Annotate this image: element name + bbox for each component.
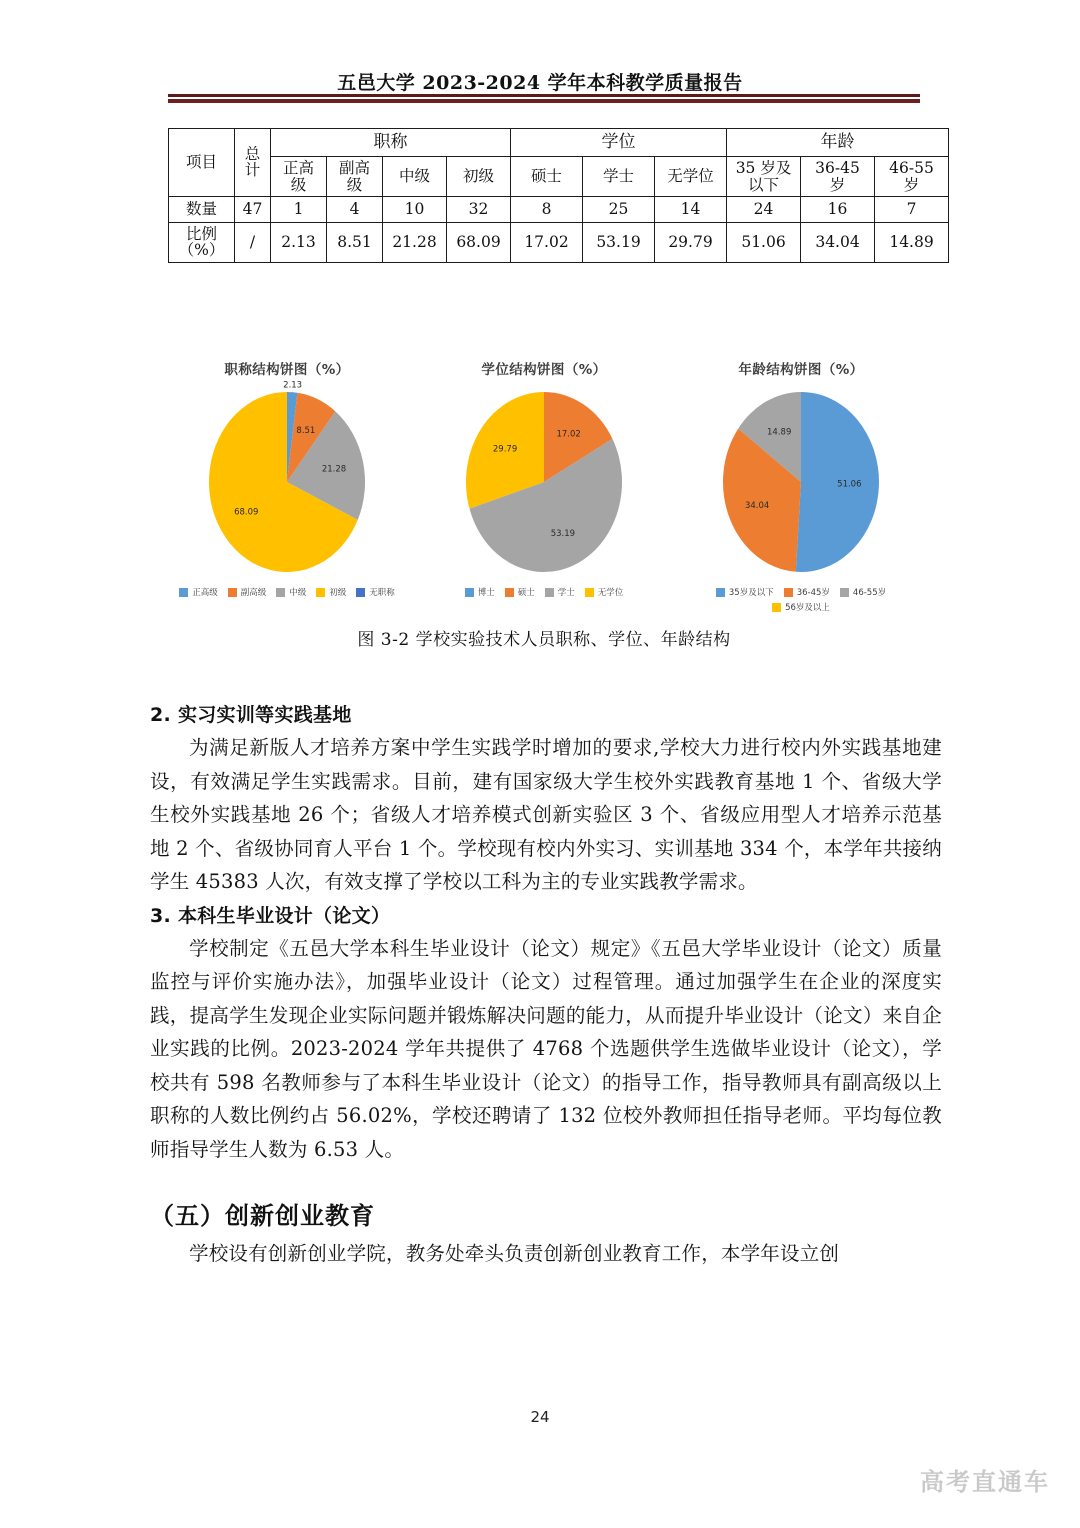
header-rule bbox=[168, 94, 920, 103]
legend-label: 无职称 bbox=[369, 588, 395, 598]
table-header-row-2 bbox=[169, 157, 949, 197]
legend-swatch-icon bbox=[772, 603, 781, 612]
legend-label: 中级 bbox=[289, 588, 307, 598]
legend-swatch-icon bbox=[505, 588, 514, 597]
heading-section-2: 2. 实习实训等实践基地 bbox=[150, 704, 352, 726]
pie-canvas bbox=[425, 384, 663, 580]
pie-slice-label: 17.02 bbox=[556, 429, 581, 440]
table-col-zhongji: 中级 bbox=[383, 157, 447, 197]
table-col-shuoshi: 硕士 bbox=[511, 157, 583, 197]
pie-canvas bbox=[168, 380, 406, 580]
pie-slice-label: 2.13 bbox=[283, 380, 303, 391]
cell: 1 bbox=[271, 196, 327, 222]
legend-label: 学士 bbox=[557, 588, 575, 598]
legend-label: 35岁及以下 bbox=[728, 588, 774, 598]
legend-swatch-icon bbox=[545, 588, 554, 597]
legend-swatch-icon bbox=[716, 588, 725, 597]
paragraph: 为满足新版人才培养方案中学生实践学时增加的要求,学校大力进行校内外实践基地建设，有效满足学生实践需求。目前，建有国家级大学生校外实践教育基地 1 个、省级大学生校外实践基地 26 个；省级人才培养模式创新实验区 3 个、省级应用型人才培养示范基地 2 个、省级协同育人平台 1 个。学校现有校内外实习、实训基地 334 个，本学年共接纳学生 45383 人次，有效支撑了学校以工科为主的专业实践教学需求。 bbox=[150, 736, 942, 894]
legend-item[interactable] bbox=[228, 586, 267, 598]
legend-item[interactable] bbox=[356, 586, 395, 598]
cell: 21.28 bbox=[383, 223, 447, 263]
heading-section-3: 3. 本科生毕业设计（论文） bbox=[150, 904, 391, 927]
legend-item[interactable] bbox=[505, 586, 535, 598]
cell: 16 bbox=[801, 196, 875, 222]
legend-swatch-icon bbox=[465, 588, 474, 597]
legend-swatch-icon bbox=[585, 588, 594, 597]
pie-slice-label: 8.51 bbox=[296, 426, 316, 437]
page-number: 24 bbox=[530, 1408, 550, 1426]
chart-legend bbox=[682, 586, 920, 613]
legend-swatch-icon bbox=[840, 588, 849, 597]
statistics-table bbox=[168, 128, 949, 263]
cell: 14 bbox=[655, 196, 727, 222]
chart-title: 学位结构饼图（%） bbox=[481, 362, 607, 378]
header-rule-line-2 bbox=[168, 99, 920, 103]
table-header-total: 总 计 bbox=[235, 129, 271, 197]
legend-item[interactable] bbox=[276, 586, 306, 598]
pie-slice-label: 68.09 bbox=[234, 507, 259, 518]
table-group-degree: 学位 bbox=[511, 129, 727, 157]
figure-3-2 bbox=[168, 358, 920, 650]
pie-svg bbox=[187, 380, 387, 577]
pie-chart-title-rank bbox=[168, 358, 406, 613]
figure-caption: 图 3-2 学校实验技术人员职称、学位、年龄结构 bbox=[357, 630, 731, 650]
row-label-count: 数量 bbox=[169, 196, 235, 222]
legend-item[interactable] bbox=[840, 586, 886, 598]
legend-item[interactable] bbox=[316, 586, 346, 598]
paragraph: 学校设有创新创业学院，教务处牵头负责创新创业教育工作，本学年设立创 bbox=[189, 1242, 840, 1266]
legend-item[interactable] bbox=[545, 586, 575, 598]
legend-item[interactable] bbox=[465, 586, 495, 598]
table-group-title-rank: 职称 bbox=[271, 129, 511, 157]
table-col-fugaoji: 副高 级 bbox=[327, 157, 383, 197]
legend-label: 56岁及以上 bbox=[785, 603, 830, 613]
table-col-age-46-55: 46-55 岁 bbox=[875, 157, 949, 197]
pie-slice-label: 21.28 bbox=[321, 464, 347, 475]
table-col-zhenggaoji: 正高 级 bbox=[271, 157, 327, 197]
legend-label: 正高级 bbox=[192, 588, 218, 598]
legend-item[interactable] bbox=[585, 586, 624, 598]
pie-canvas bbox=[682, 384, 920, 580]
table-header-row-1 bbox=[169, 129, 949, 157]
cell: 14.89 bbox=[875, 223, 949, 263]
table-col-wuxuewei: 无学位 bbox=[655, 157, 727, 197]
cell-count-total: 47 bbox=[235, 196, 271, 222]
pie-svg bbox=[444, 387, 644, 577]
legend-label: 无学位 bbox=[597, 588, 624, 598]
cell-ratio-total: / bbox=[235, 223, 271, 263]
pie-slice-label: 53.19 bbox=[550, 528, 576, 539]
cell: 24 bbox=[727, 196, 801, 222]
legend-swatch-icon bbox=[784, 588, 793, 597]
cell: 7 bbox=[875, 196, 949, 222]
chart-title: 年龄结构饼图（%） bbox=[738, 362, 864, 378]
pie-slice-label: 14.89 bbox=[767, 427, 792, 438]
cell: 68.09 bbox=[447, 223, 511, 263]
legend-swatch-icon bbox=[228, 588, 237, 597]
legend-swatch-icon bbox=[179, 588, 188, 597]
cell: 53.19 bbox=[583, 223, 655, 263]
chart-title: 职称结构饼图（%） bbox=[224, 362, 350, 378]
pie-svg bbox=[701, 387, 901, 577]
legend-item[interactable] bbox=[772, 601, 830, 613]
table-row bbox=[169, 196, 949, 222]
chart-legend bbox=[168, 586, 406, 598]
cell: 29.79 bbox=[655, 223, 727, 263]
heading-section-five: （五）创新创业教育 bbox=[150, 1202, 375, 1231]
pie-leader-line bbox=[292, 392, 293, 397]
statistics-table-wrapper bbox=[168, 128, 934, 263]
legend-swatch-icon bbox=[276, 588, 285, 597]
legend-item[interactable] bbox=[784, 586, 830, 598]
cell: 10 bbox=[383, 196, 447, 222]
table-col-age-36-45: 36-45 岁 bbox=[801, 157, 875, 197]
cell: 32 bbox=[447, 196, 511, 222]
table-group-age: 年龄 bbox=[727, 129, 949, 157]
cell: 2.13 bbox=[271, 223, 327, 263]
pie-chart-row bbox=[168, 358, 920, 613]
body-content bbox=[150, 700, 942, 1273]
cell: 25 bbox=[583, 196, 655, 222]
legend-label: 46-55岁 bbox=[852, 588, 887, 598]
pie-chart-age bbox=[682, 358, 920, 613]
table-row bbox=[169, 223, 949, 263]
paragraph: 学校制定《五邑大学本科生毕业设计（论文）规定》《五邑大学毕业设计（论文）质量监控与评价实施办法》，加强毕业设计（论文）过程管理。通过加强学生在企业的深度实践，提高学生发现企业实际问题并锻炼解决问题的能力，从而提升毕业设计（论文）来自企业实践的比例。2023-2024 学年共提供了 4768 个选题供学生选做毕业设计（论文），学校共有 598 名教师参与了本科生毕业设计（论文）的指导工作，指导教师具有副高级以上职称的人数比例约占 56.02%，学校还聘请了 132 位校外教师担任指导老师。平均每位教师指导学生人数为 6.53 人。 bbox=[150, 936, 942, 1161]
legend-label: 硕士 bbox=[517, 588, 535, 598]
header-title: 五邑大学 2023-2024 学年本科教学质量报告 bbox=[337, 72, 743, 94]
pie-slice-label: 34.04 bbox=[744, 500, 770, 511]
cell: 8 bbox=[511, 196, 583, 222]
pie-slice-label: 29.79 bbox=[492, 444, 518, 455]
legend-label: 初级 bbox=[329, 588, 347, 598]
legend-label: 36-45岁 bbox=[796, 588, 830, 598]
legend-swatch-icon bbox=[356, 588, 365, 597]
legend-item[interactable] bbox=[179, 586, 218, 598]
legend-swatch-icon bbox=[316, 588, 325, 597]
legend-item[interactable] bbox=[716, 586, 774, 598]
chart-legend bbox=[425, 586, 663, 598]
row-label-ratio: 比例 （%） bbox=[169, 223, 235, 263]
table-col-age-35: 35 岁及 以下 bbox=[727, 157, 801, 197]
legend-label: 副高级 bbox=[240, 588, 267, 598]
legend-label: 博士 bbox=[477, 588, 495, 598]
cell: 51.06 bbox=[727, 223, 801, 263]
cell: 34.04 bbox=[801, 223, 875, 263]
table-header-item: 项目 bbox=[169, 129, 235, 197]
cell: 4 bbox=[327, 196, 383, 222]
pie-chart-degree bbox=[425, 358, 663, 613]
table-col-chuji: 初级 bbox=[447, 157, 511, 197]
cell: 8.51 bbox=[327, 223, 383, 263]
running-header bbox=[0, 68, 1080, 95]
pie-slice-label: 51.06 bbox=[837, 479, 862, 490]
watermark: 高考直通车 bbox=[920, 1468, 1050, 1496]
cell: 17.02 bbox=[511, 223, 583, 263]
table-col-xueshi: 学士 bbox=[583, 157, 655, 197]
